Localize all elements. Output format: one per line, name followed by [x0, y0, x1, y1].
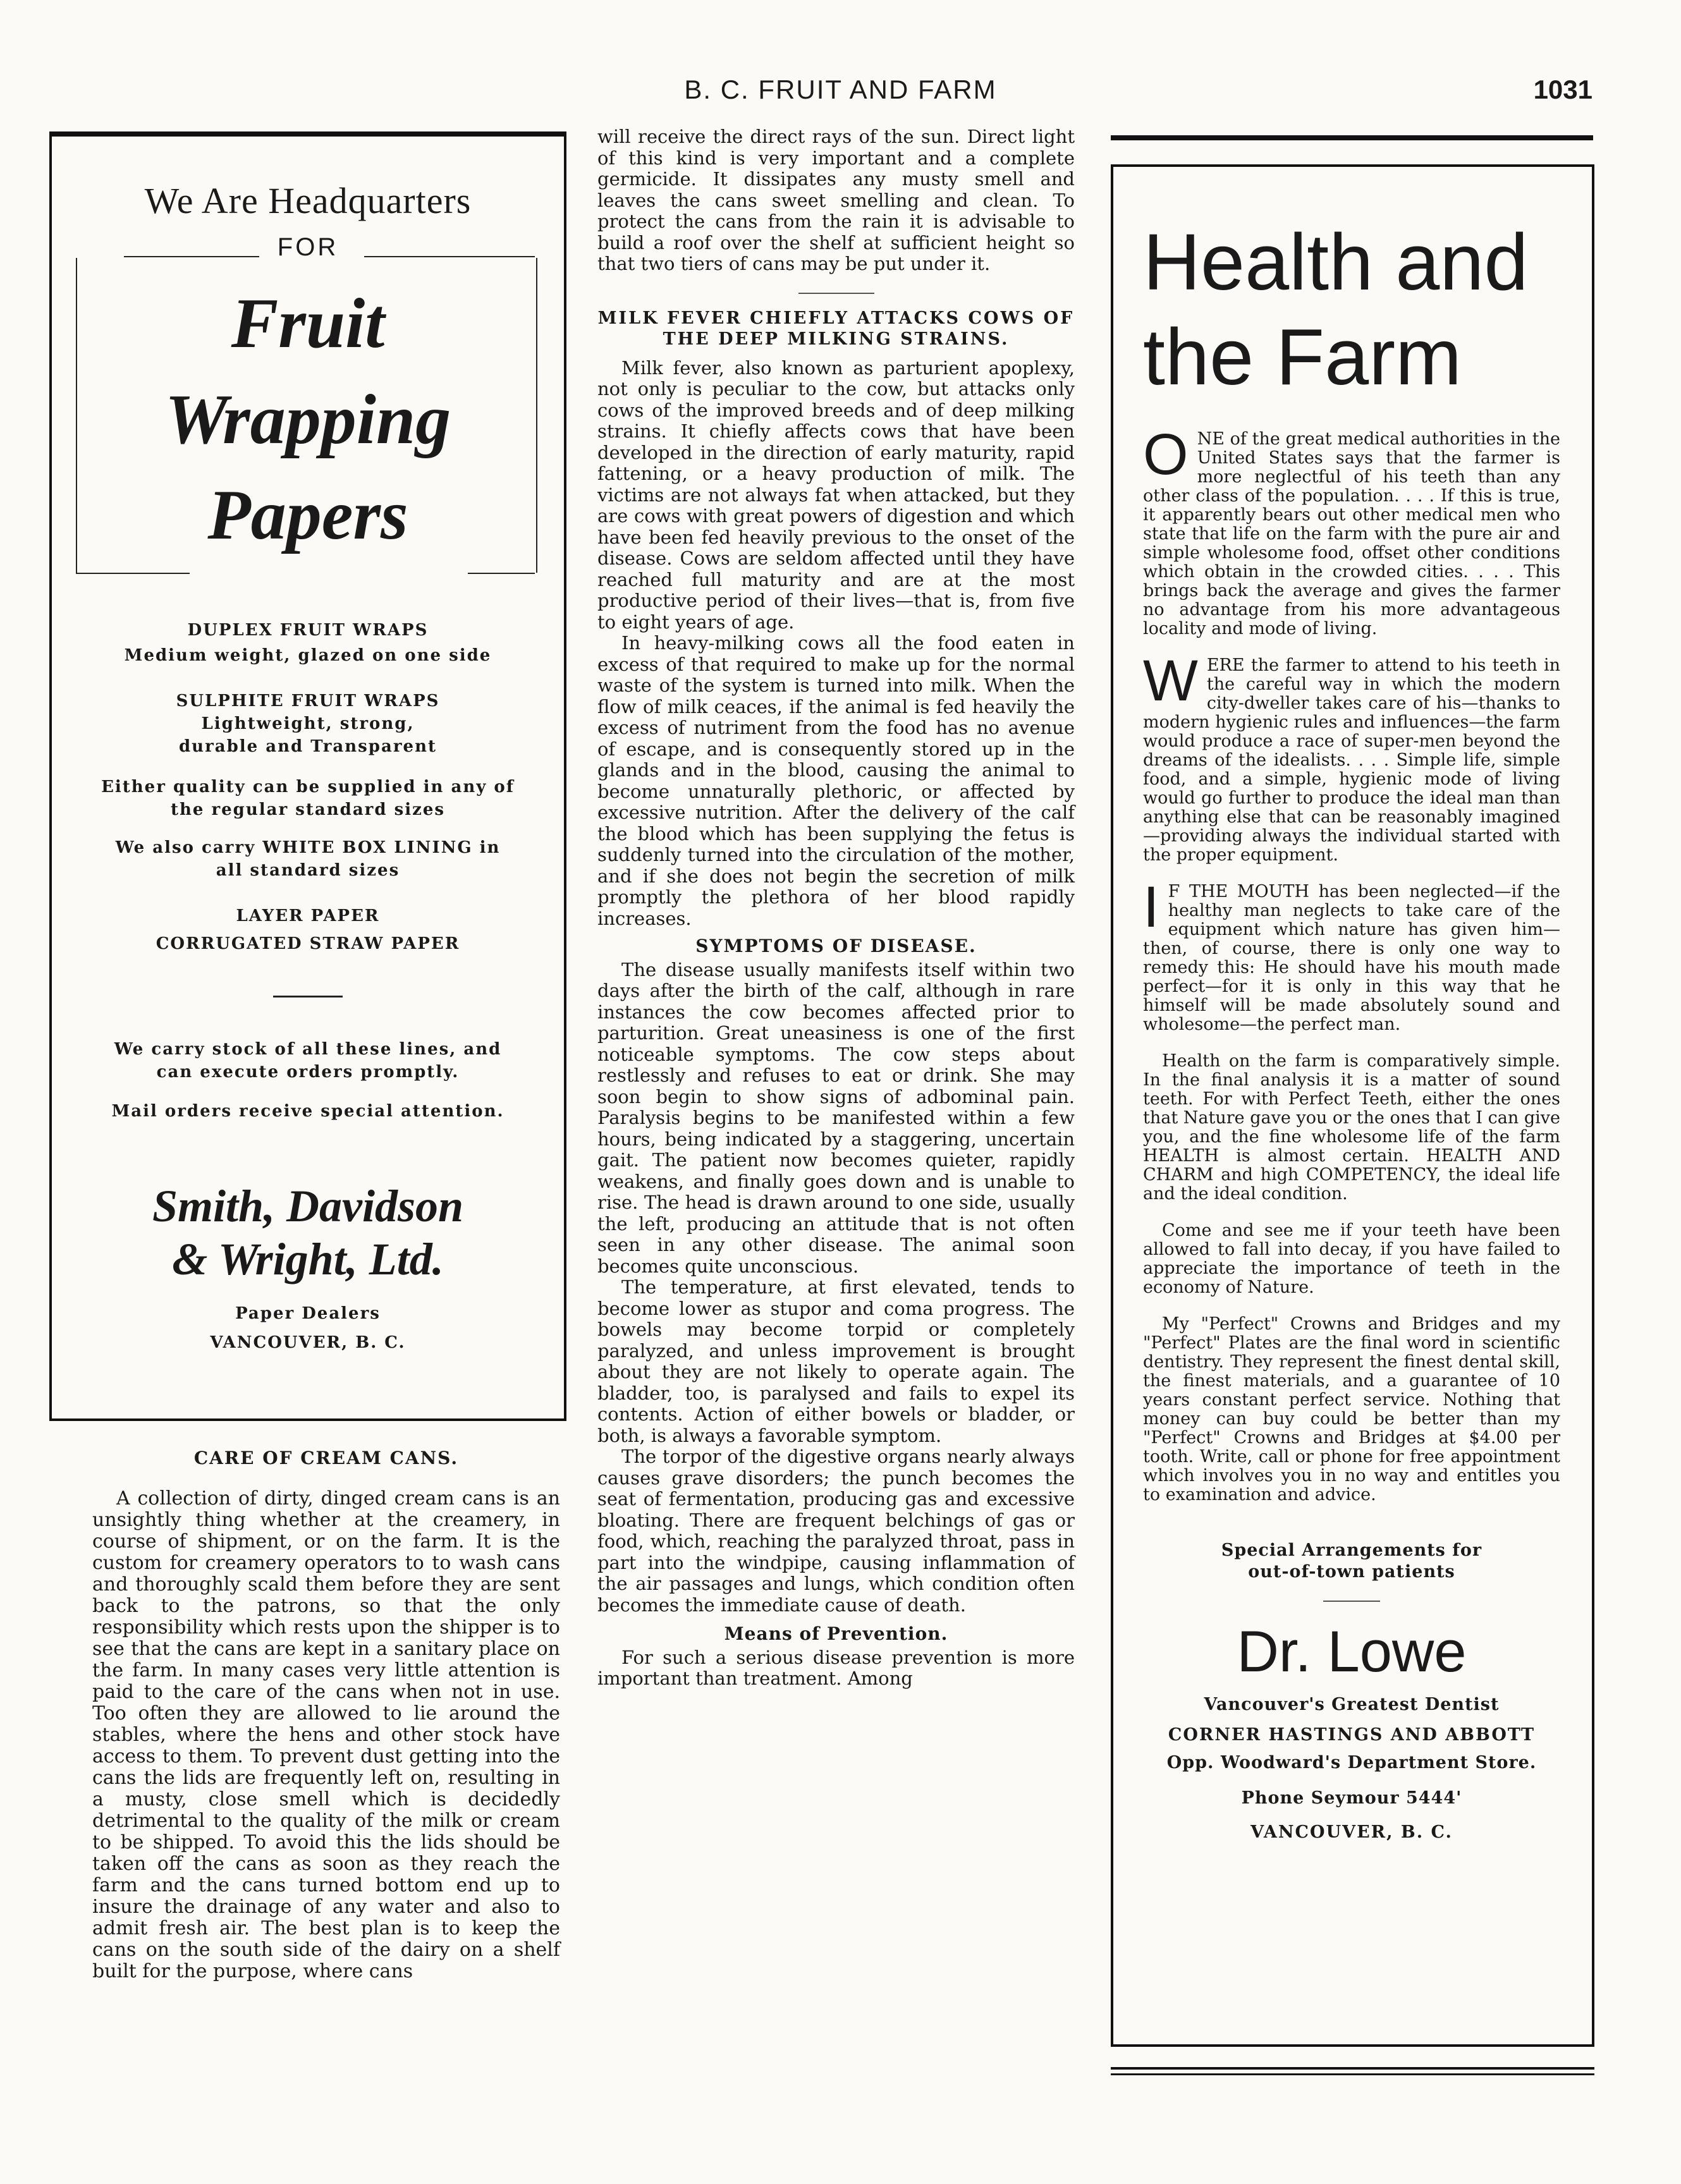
health-farm-title: [1143, 215, 1579, 405]
ad-item2-desc: Lightweight, strong, durable and Transparent: [179, 714, 437, 756]
page-header: [0, 75, 1681, 113]
title-line1: Health and: [1143, 217, 1529, 307]
rule-right-bottom-1: [1111, 2067, 1594, 2070]
ad-paragraph-2-text: ERE the farmer to attend to his teeth in the careful way in which the modern city-dweller takes care of his—thanks to modern hygienic rules and influences—the farm would produce a race of super-men beyond the dreams of the idealists. . . . Simple life, simple food, and a simple, hygienic mode of living would go further to produce the ideal man than anything else that can be reasonably imagined—providing always the individual started with the proper equipment.: [1143, 656, 1560, 865]
ad-paragraph-1-text: NE of the great medical authorities in the United States says that the farmer is more neglectful of his teeth than any other class of the population. . . . If this is true, it apparently bears out other medical men who state that life on the farm with the pure air and simple wholesome food, offset other conditions which obtain in the crowded cities. . . . This brings back the average and gives the farmer no advantage from his more advantageous locality and mode of living.: [1143, 429, 1560, 638]
doctor-opp: Opp. Woodward's Department Store.: [1166, 1753, 1537, 1772]
doctor-phone: Phone Seymour 5444': [1241, 1788, 1462, 1808]
middle-column: [597, 126, 1075, 1690]
symptoms-heading: SYMPTOMS OF DISEASE.: [695, 936, 977, 956]
ad-dealers: Paper Dealers: [235, 1303, 381, 1323]
symptoms-p3: The disease usually manifests itself within two days after the birth of the calf, although in rare instances the cow becomes affected prior to parturition. Great uneasiness is one of the first noticeable symptoms. The cow steps about restlessly and refuses to eat or drink. She may soon begin to show signs of adbominal pain. Paralysis begins to be manifested within a few hours, being indicated by a staggering, uncertain gait. The patient now becomes quieter, rapidly weakens, and finally goes down and is unable to rise. The head is drawn around to one side, usually the left, producing an attitude that is not often seen in any other disease. The animal soon becomes quite unconscious.: [597, 958, 1075, 1277]
symptoms-p4: The temperature, at first elevated, tends to become lower as stupor and coma progress. The bowels may become torpid or completely paralyzed, and unless improvement is brought about they are not likely to operate again. The bladder, too, is paralysed and fails to expel its contents. Action of either bowels or bladder, or both, is always a favorable symptom.: [597, 1276, 1075, 1446]
dropcap-o: O: [1143, 422, 1189, 487]
cream-cans-body: A collection of dirty, dinged cream cans is an unsightly thing whether at the creamery, in course of shipment, or on the farm. It is the custom for creamery operators to to wash cans and thoroughly scald them before they are sent back to the patrons, so that the only responsibility which rests upon the shipper is to see that the cans are kept in a sanitary place on the farm. In many cases very little attention is paid to the care of the cans when not in use. Too often they are allowed to lie around the stables, where the hens and other stock have access to them. To prevent dust getting into the cans the lids are frequently left on, resulting in a musty, close smell which is decidedly detrimental to the quality of the milk or cream to be shipped. To avoid this the lids should be taken off the cans as soon as they reach the farm and the cans turned bottom end up to insure the drainage of any water and also to admit fresh air. The best plan is to keep the cans on the south side of the dairy on a shelf built for the purpose, where cans: [92, 1487, 560, 1982]
rule-right-bottom-2: [1111, 2073, 1594, 2075]
ad-short-rule: [1323, 1601, 1380, 1602]
ad-layer: LAYER PAPER: [236, 906, 380, 925]
fruit-paper-ad-content: [83, 150, 532, 1354]
special-arrangements: Special Arrangements for out-of-town patients: [1221, 1540, 1482, 1582]
ad-city: VANCOUVER, B. C.: [210, 1333, 406, 1352]
milk-fever-p2: In heavy-milking cows all the food eaten in excess of that required to make up for the normal waste of the system is turned into milk. When the flow of milk ceaces, if the animal is fed heavily the excess of nutriment from the food has no avenue of escape, and is consequently stored up in the glands and in the blood, causing the animal to become unnaturally plethoric, or affected by excessive nutrition. After the delivery of the calf the blood which has been supplying the fetus is suddenly turned into the circulation of the mother, and if she does not begin the secretion of milk promptly the plethora of her blood rapidly increases.: [597, 632, 1075, 929]
dropcap-w: W: [1143, 649, 1198, 713]
ad-item1-title: DUPLEX FRUIT WRAPS: [187, 620, 429, 640]
ad-mail: Mail orders receive special attention.: [111, 1101, 504, 1121]
ad-paragraph-3-text: F THE MOUTH has been neglected—if the healthy man neglects to take care of the equipment which nature has given him—then, of course, there is only one way to remedy this: He should have his mouth made perfect—for it is only in this way that he himself will be made absolutely sound and wholesome—the perfect man.: [1143, 882, 1560, 1034]
prevention-heading: Means of Prevention.: [724, 1623, 948, 1644]
ad-paragraph-6: My "Perfect" Crowns and Bridges and my "Perfect" Plates are the final word in scientific dentistry. They represent the finest dental skill, the finest materials, and a guarantee of 10 years constant perfect service. Nothing that money can buy could be better than my "Perfect" Crowns and Bridges at $4.00 per tooth. Write, call or phone for free appointment which involves you in no way and entitles you to examination and advice.: [1143, 1314, 1560, 1504]
ad-white-box: We also carry WHITE BOX LINING in all standard sizes: [115, 838, 501, 880]
title-line2: the Farm: [1143, 312, 1462, 401]
page-number: 1031: [1533, 75, 1592, 104]
doctor-address: CORNER HASTINGS AND ABBOTT: [1168, 1725, 1536, 1745]
ad-product-fruit: Fruit: [231, 284, 385, 363]
cream-cans-article: [92, 1448, 560, 1982]
milk-fever-p1: Milk fever, also known as parturient apoplexy, not only is peculiar to the cow, but attacks only cows of the improved breeds and of deep milking strains. It chiefly affects cows that have been developed in the direction of early maturity, rapid fattening, or a heavy production of milk. The victims are not always fat when attacked, but they are cows with great powers of digestion and which have been fed heavily previous to the onset of the disease. Cows are seldom affected until they have reached full maturity and are at the most productive period of their lives—that is, from five to eight years of age.: [597, 357, 1075, 633]
rule-right-top: [1111, 135, 1593, 140]
ad-item2-title: SULPHITE FRUIT WRAPS: [176, 691, 440, 711]
ad-product-papers: Papers: [207, 476, 408, 555]
ad-item1-desc: Medium weight, glazed on one side: [124, 645, 492, 665]
section-divider: [798, 293, 874, 294]
doctor-city: VANCOUVER, B. C.: [1250, 1822, 1453, 1842]
cream-cans-continued: will receive the direct rays of the sun. Direct light of this kind is very important and a complete germicide. It dissipates any musty smell and leaves the cans sweet smelling and clean. To protect the cans from the rain it is advisable to build a roof over the shelf at sufficient height so that two tiers of cans may be put under it.: [597, 126, 1075, 274]
ad-corrugated: CORRUGATED STRAW PAPER: [156, 934, 460, 953]
doctor-tagline: Vancouver's Greatest Dentist: [1204, 1695, 1500, 1714]
ad-paragraph-2: [1143, 649, 1560, 865]
ad-paragraph-1: [1143, 422, 1560, 638]
symptoms-p5: The torpor of the digestive organs nearly always causes grave disorders; the punch becomes the seat of fermentation, producing gas and excessive bloating. There are frequent belchings of gas or food, which, reaching the paralyzed throat, pass in part into the windpipe, causing inflammation of the air passages and lungs, which condition often becomes the immediate cause of death.: [597, 1446, 1075, 1616]
running-title: B. C. FRUIT AND FARM: [684, 75, 997, 104]
ad-product-wrapping: Wrapping: [164, 380, 451, 459]
ad-headline: We Are Headquarters: [144, 180, 472, 221]
dropcap-i: I: [1143, 875, 1159, 939]
ad-paragraph-5: Come and see me if your teeth have been allowed to fall into decay, if you have failed to appreciate the importance of teeth in the economy of Nature.: [1143, 1221, 1560, 1297]
prevention-p6: For such a serious disease prevention is more important than treatment. Among: [597, 1646, 1075, 1689]
doctor-name: Dr. Lowe: [1237, 1620, 1467, 1684]
ad-for: FOR: [277, 233, 339, 261]
dentist-ad-body: [1143, 422, 1560, 1842]
ad-stock: We carry stock of all these lines, and can execute orders promptly.: [114, 1039, 502, 1082]
ad-either: Either quality can be supplied in any of the regular standard sizes: [101, 777, 515, 819]
milk-fever-heading: MILK FEVER CHIEFLY ATTACKS COWS OF THE DEEP MILKING STRAINS.: [597, 308, 1075, 349]
ad-company-line1: Smith, Davidson: [152, 1180, 464, 1231]
ad-paragraph-4: Health on the farm is comparatively simple. In the final analysis it is a matter of sound teeth. For with Perfect Teeth, either the ones that Nature gave you or the ones that I can give you, and the fine wholesome life of the farm HEALTH is almost certain. HEALTH AND CHARM and high COMPETENCY, the ideal life and the ideal condition.: [1143, 1051, 1560, 1204]
ad-divider: [273, 996, 343, 997]
ad-company-line2: & Wright, Ltd.: [172, 1233, 444, 1284]
cream-cans-heading: CARE OF CREAM CANS.: [193, 1448, 459, 1468]
ad-paragraph-3: [1143, 875, 1560, 1034]
